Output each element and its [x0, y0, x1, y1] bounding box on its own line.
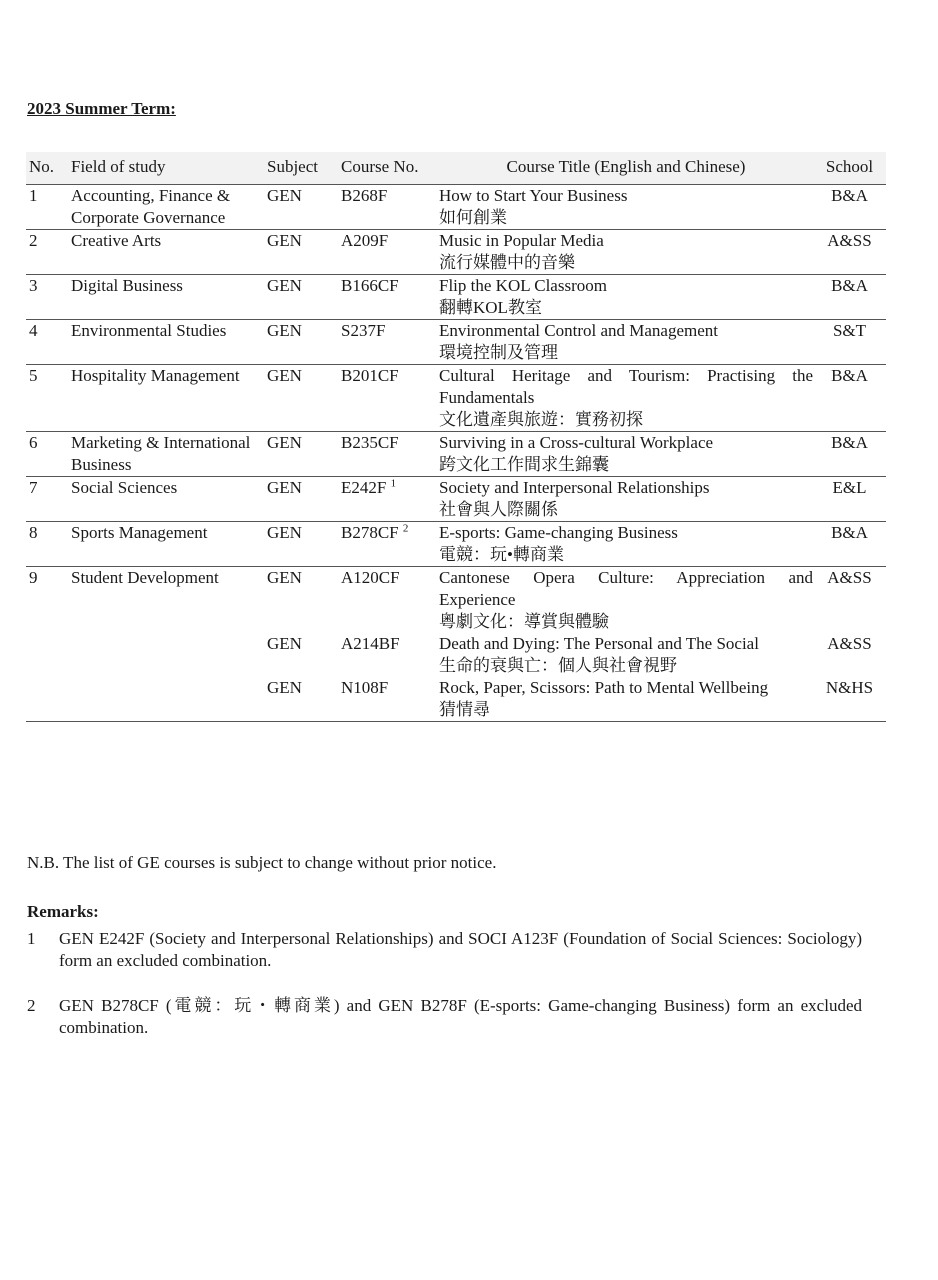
course-title — [439, 230, 813, 275]
table-row — [26, 522, 886, 567]
course-title-chinese: 如何創業 — [439, 208, 507, 227]
course-title-english: Society and Interpersonal Relationships — [439, 478, 710, 497]
section-heading: 2023 Summer Term: — [27, 99, 176, 118]
remark-number: 2 — [27, 996, 36, 1015]
table-row — [26, 567, 886, 634]
subject-code: GEN — [267, 432, 341, 477]
course-number — [341, 320, 439, 365]
course-title-english: Cantonese Opera Culture: Appreciation and Experience — [439, 568, 813, 609]
school-code: B&A — [813, 522, 886, 567]
table-row — [26, 185, 886, 230]
school-code: B&A — [813, 275, 886, 320]
course-title — [439, 677, 813, 722]
table-row — [26, 230, 886, 275]
course-title-english: Surviving in a Cross-cultural Workplace — [439, 433, 714, 452]
row-number: 7 — [26, 477, 71, 522]
course-code: E242F — [341, 478, 387, 497]
remark-text: GEN B278CF (電競：玩・轉商業) and GEN B278F (E-sports: Game-changing Business) form an excluded combination. — [59, 996, 862, 1037]
header-no: No. — [26, 152, 71, 185]
course-title-chinese: 翻轉KOL教室 — [439, 298, 542, 317]
table-row — [26, 365, 886, 432]
field-of-study — [71, 677, 267, 722]
subject-code: GEN — [267, 185, 341, 230]
remark-item — [27, 928, 862, 972]
course-title — [439, 567, 813, 634]
remarks-title: Remarks: — [27, 902, 99, 921]
header-course-no: Course No. — [341, 152, 439, 185]
field-of-study: Marketing & International Business — [71, 432, 267, 477]
row-number: 6 — [26, 432, 71, 477]
course-number — [341, 275, 439, 320]
school-code: S&T — [813, 320, 886, 365]
course-code: B268F — [341, 186, 388, 205]
course-code: S237F — [341, 321, 386, 340]
course-number — [341, 633, 439, 677]
course-title-english: Music in Popular Media — [439, 231, 604, 250]
course-title-chinese: 文化遺產與旅遊：實務初探 — [439, 410, 643, 429]
field-of-study: Digital Business — [71, 275, 267, 320]
course-number — [341, 432, 439, 477]
course-title-chinese: 電競：玩•轉商業 — [439, 545, 564, 564]
field-of-study: Creative Arts — [71, 230, 267, 275]
row-number: 5 — [26, 365, 71, 432]
remark-text: GEN E242F (Society and Interpersonal Relationships) and SOCI A123F (Foundation of Social Sciences: Sociology) form an excluded combination. — [59, 929, 862, 970]
course-title-english: Death and Dying: The Personal and The Social — [439, 634, 759, 653]
course-title-english: How to Start Your Business — [439, 186, 628, 205]
row-number: 8 — [26, 522, 71, 567]
course-title-english: Environmental Control and Management — [439, 321, 719, 340]
row-number: 3 — [26, 275, 71, 320]
school-code: A&SS — [827, 634, 872, 653]
course-code: B201CF — [341, 366, 399, 385]
course-title-chinese: 粵劇文化：導賞與體驗 — [439, 612, 609, 631]
header-title: Course Title (English and Chinese) — [439, 152, 813, 185]
table-row — [26, 275, 886, 320]
subject-code: GEN — [267, 522, 341, 567]
subject-code: GEN — [267, 365, 341, 432]
school-code: A&SS — [827, 568, 872, 587]
course-title-chinese: 流行媒體中的音樂 — [439, 253, 575, 272]
remark-item — [27, 995, 862, 1039]
course-title-chinese: 環境控制及管理 — [439, 343, 558, 362]
row-number: 2 — [26, 230, 71, 275]
row-number — [26, 677, 71, 722]
footnote-marker: 1 — [390, 477, 397, 490]
course-number — [341, 185, 439, 230]
course-number — [341, 567, 439, 634]
row-number: 9 — [29, 568, 38, 587]
header-field: Field of study — [71, 152, 267, 185]
table-row — [26, 432, 886, 477]
field-of-study: Hospitality Management — [71, 365, 267, 432]
field-of-study — [71, 633, 267, 677]
subject-code: GEN — [267, 230, 341, 275]
subject-code: GEN — [267, 568, 302, 587]
table-row — [26, 477, 886, 522]
field-of-study: Student Development — [71, 568, 219, 587]
school-code: N&HS — [813, 677, 886, 722]
field-of-study: Sports Management — [71, 522, 267, 567]
school-code: B&A — [813, 365, 886, 432]
subject-code: GEN — [267, 320, 341, 365]
header-subject: Subject — [267, 152, 341, 185]
course-code: B166CF — [341, 276, 399, 295]
subject-code: GEN — [267, 677, 341, 722]
remark-number: 1 — [27, 929, 36, 948]
course-number — [341, 522, 439, 567]
table-row — [26, 320, 886, 365]
course-number — [341, 365, 439, 432]
subject-code: GEN — [267, 275, 341, 320]
course-number — [341, 230, 439, 275]
school-code: B&A — [813, 185, 886, 230]
row-number: 1 — [26, 185, 71, 230]
course-number — [341, 477, 439, 522]
school-code: A&SS — [813, 230, 886, 275]
course-code: B278CF — [341, 523, 399, 542]
table-row — [26, 677, 886, 722]
course-table — [26, 152, 886, 722]
course-title-english: E-sports: Game-changing Business — [439, 523, 678, 542]
footnote-marker: 2 — [402, 522, 409, 535]
field-of-study: Social Sciences — [71, 477, 267, 522]
course-title-chinese: 社會與人際關係 — [439, 500, 558, 519]
course-code: N108F — [341, 678, 389, 697]
subject-code: GEN — [267, 634, 302, 653]
field-of-study: Environmental Studies — [71, 320, 267, 365]
course-title — [439, 432, 813, 477]
course-title — [439, 365, 813, 432]
course-code: A214BF — [341, 634, 400, 653]
course-number — [341, 677, 439, 722]
table-row — [26, 633, 886, 677]
course-title — [439, 633, 813, 677]
course-title — [439, 522, 813, 567]
header-school: School — [813, 152, 886, 185]
course-code: A120CF — [341, 568, 400, 587]
school-code: B&A — [813, 432, 886, 477]
course-code: B235CF — [341, 433, 399, 452]
subject-code: GEN — [267, 477, 341, 522]
course-title-chinese: 跨文化工作間求生錦囊 — [439, 455, 609, 474]
course-title — [439, 185, 813, 230]
course-title-english: Cultural Heritage and Tourism: Practising the Fundamentals — [439, 366, 813, 407]
table-header-row — [26, 152, 886, 185]
course-title — [439, 275, 813, 320]
field-of-study: Accounting, Finance & Corporate Governance — [71, 185, 267, 230]
course-title-chinese: 猜情尋 — [439, 700, 490, 719]
course-title — [439, 477, 813, 522]
change-notice: N.B. The list of GE courses is subject to change without prior notice. — [27, 853, 497, 872]
course-title — [439, 320, 813, 365]
course-title-english: Rock, Paper, Scissors: Path to Mental Wellbeing — [439, 678, 769, 697]
course-code: A209F — [341, 231, 389, 250]
row-number — [26, 633, 71, 677]
course-title-chinese: 生命的衰與亡：個人與社會視野 — [439, 656, 677, 675]
row-number: 4 — [26, 320, 71, 365]
school-code: E&L — [813, 477, 886, 522]
course-title-english: Flip the KOL Classroom — [439, 276, 607, 295]
